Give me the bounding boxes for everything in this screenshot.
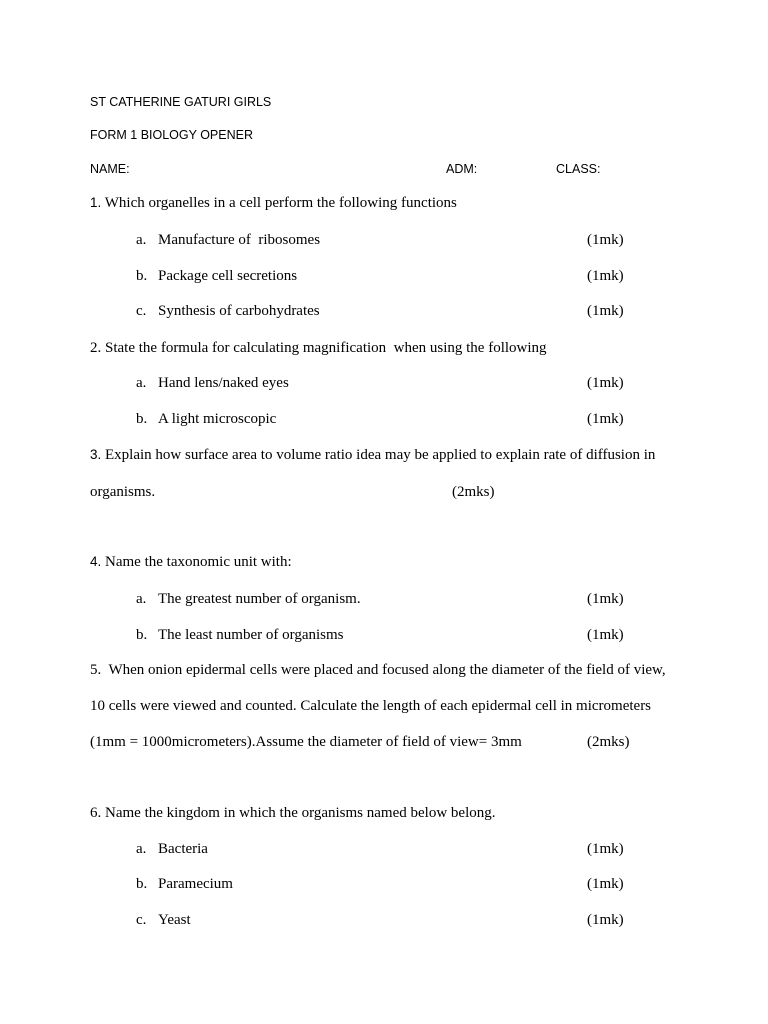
item-marks: (1mk) <box>587 303 624 319</box>
item-text: The greatest number of organism. <box>158 591 361 607</box>
item-text: A light microscopic <box>158 411 277 427</box>
question-5-line-3: (1mm = 1000micrometers).Assume the diameter of field of view= 3mm <box>90 734 522 750</box>
item-letter: a. <box>136 841 147 857</box>
item-marks: (1mk) <box>587 375 624 391</box>
question-text: Name the kingdom in which the organisms named below belong. <box>105 805 496 821</box>
name-label: NAME: <box>90 162 130 176</box>
item-marks: (1mk) <box>587 411 624 427</box>
item-letter: b. <box>136 411 148 427</box>
question-text: Which organelles in a cell perform the following functions <box>104 195 457 211</box>
class-label: CLASS: <box>556 162 601 176</box>
item-letter: b. <box>136 268 148 284</box>
school-name: ST CATHERINE GATURI GIRLS <box>90 95 272 109</box>
question-3-line-2: organisms. <box>90 484 156 500</box>
question-number: 4. <box>90 554 102 569</box>
item-marks: (1mk) <box>587 841 624 857</box>
item-letter: a. <box>136 375 147 391</box>
item-text: Synthesis of carbohydrates <box>158 303 320 319</box>
item-marks: (1mk) <box>587 591 624 607</box>
question-number: 1. <box>90 195 102 210</box>
item-letter: b. <box>136 876 148 892</box>
item-text: Yeast <box>158 912 191 928</box>
item-text: Package cell secretions <box>158 268 298 284</box>
question-marks: (2mks) <box>452 484 495 500</box>
adm-label: ADM: <box>446 162 478 176</box>
question-number: 6. <box>90 805 102 821</box>
item-marks: (1mk) <box>587 627 624 643</box>
item-marks: (1mk) <box>587 268 624 284</box>
question-text: Explain how surface area to volume ratio idea may be applied to explain rate of diffusion in <box>105 447 656 463</box>
exam-title: FORM 1 BIOLOGY OPENER <box>90 128 254 142</box>
question-text: Name the taxonomic unit with: <box>105 554 292 570</box>
question-5-line-2: 10 cells were viewed and counted. Calculate the length of each epidermal cell in micrometers <box>90 698 652 714</box>
question-5 <box>90 663 666 678</box>
item-marks: (1mk) <box>587 876 624 892</box>
question-4 <box>90 555 292 570</box>
item-marks: (1mk) <box>587 232 624 248</box>
item-letter: c. <box>136 912 147 928</box>
question-1 <box>90 196 457 211</box>
item-text: Paramecium <box>158 876 233 892</box>
item-text: Hand lens/naked eyes <box>158 375 289 391</box>
item-letter: a. <box>136 232 147 248</box>
item-marks: (1mk) <box>587 912 624 928</box>
question-text: When onion epidermal cells were placed and focused along the diameter of the field of view, <box>108 662 666 678</box>
item-text: The least number of organisms <box>158 627 344 643</box>
item-text: Bacteria <box>158 841 208 857</box>
item-letter: a. <box>136 591 147 607</box>
question-2 <box>90 341 547 356</box>
question-text: State the formula for calculating magnification when using the following <box>105 340 547 356</box>
question-number: 2. <box>90 340 102 356</box>
question-number: 5. <box>90 662 102 678</box>
question-3 <box>90 448 655 463</box>
question-number: 3. <box>90 447 102 462</box>
question-marks: (2mks) <box>587 734 630 750</box>
item-text: Manufacture of ribosomes <box>158 232 321 248</box>
item-letter: b. <box>136 627 148 643</box>
item-letter: c. <box>136 303 147 319</box>
question-6 <box>90 806 495 821</box>
